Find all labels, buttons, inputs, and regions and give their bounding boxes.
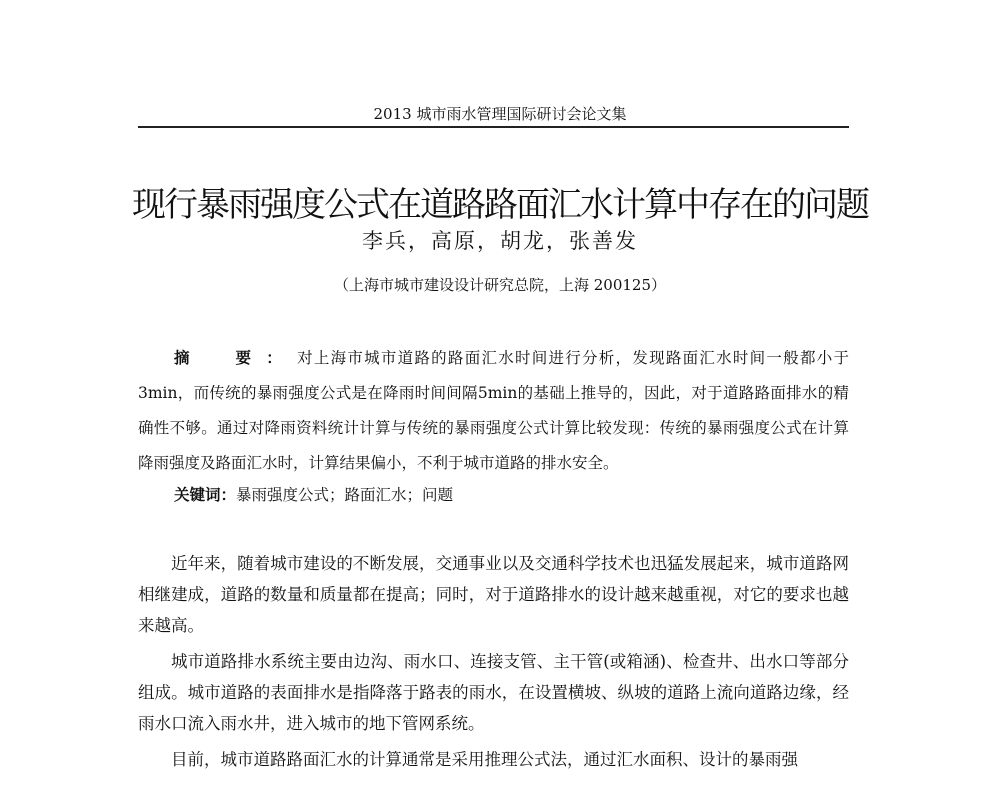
body-text (138, 548, 849, 780)
body-paragraph: 目前，城市道路路面汇水的计算通常是采用推理公式法，通过汇水面积、设计的暴雨强 (171, 750, 798, 769)
keywords-label: 关键词： (174, 485, 237, 504)
keywords (138, 480, 849, 510)
abstract (138, 340, 849, 481)
body-paragraph: 城市道路排水系统主要由边沟、雨水口、连接支管、主干管(或箱涵)、检查井、出水口等部分组成。城市道路的表面排水是指降落于路表的雨水，在设置横坡、纵坡的道路上流向道路边缘，经雨水口流入雨水井，进入城市的地下管网系统。 (138, 652, 849, 733)
abstract-text: 对上海市城市道路的路面汇水时间进行分析，发现路面汇水时间一般都小于3min，而传统的暴雨强度公式是在降雨时间间隔5min的基础上推导的，因此，对于道路路面排水的精确性不够。通过对降雨资料统计计算与传统的暴雨强度公式计算比较发现：传统的暴雨强度公式在计算降雨强度及路面汇水时，计算结果偏小，不利于城市道路的排水安全。 (138, 349, 849, 472)
abstract-label: 摘 要： (174, 348, 298, 367)
keywords-text: 暴雨强度公式；路面汇水；问题 (236, 486, 454, 504)
body-paragraph: 近年来，随着城市建设的不断发展，交通事业以及交通科学技术也迅猛发展起来，城市道路网相继建成，道路的数量和质量都在提高；同时，对于道路排水的设计越来越重视，对它的要求也越来越高。 (138, 554, 849, 635)
paper-authors: 李兵，高原，胡龙，张善发 (362, 229, 638, 253)
header-rule (138, 126, 849, 128)
paper-affiliation: （上海市城市建设设计研究总院，上海 200125） (333, 276, 667, 294)
paper-title: 现行暴雨强度公式在道路路面汇水计算中存在的问题 (132, 184, 868, 225)
running-header: 2013 城市雨水管理国际研讨会论文集 (373, 105, 627, 123)
